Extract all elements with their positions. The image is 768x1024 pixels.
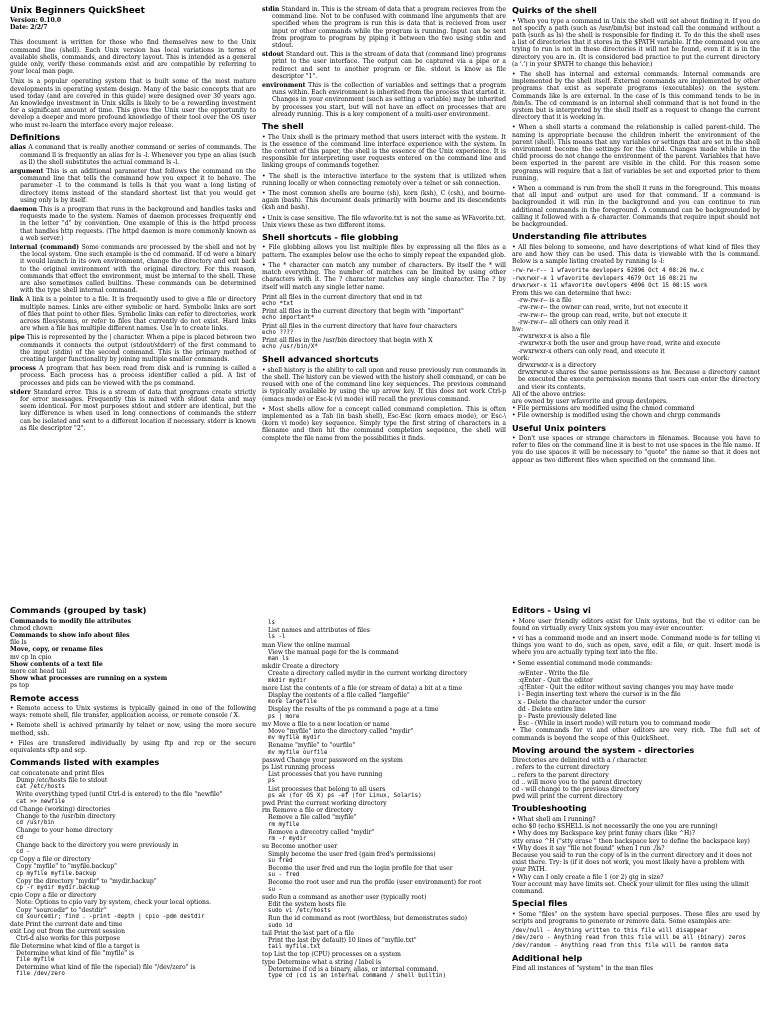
- command-example-code: cat >> newfile: [16, 798, 65, 805]
- command-example-description: Edit the system hosts file: [268, 900, 346, 908]
- remote-heading: Remote access: [10, 692, 79, 703]
- advanced-heading: Shell advanced shortcuts: [262, 354, 379, 365]
- moving-item: pwd will print the current directory: [512, 793, 623, 801]
- command-entry: cat concatenate and print files: [10, 769, 105, 777]
- quirks-paragraph: • The shell has internal and external commands. Internal commands are implemented by the shell itself. External commands are implemented by other programs that exist as seperate programs (executables) on the system. Commands like ls are external. In the case of ls this command tends to be in /bin/ls. The cd command is an internal shell command that is not found in the system but is interpreted by the shell itself as a request to change the current directory that it is working in.: [512, 70, 760, 122]
- advanced-section: [262, 367, 506, 442]
- remote-paragraph: • Remote access to Unix systems is typically gained in one of the following ways: remote shell, file transfer, application access, or remote console / X.: [10, 705, 256, 720]
- command-entry: su Become another user: [262, 843, 338, 851]
- glob-example-code: echo important*: [262, 315, 315, 322]
- remote-paragraph: • Files are transfered individually by using ftp and rcp or the secure equivalents sftp and scp.: [10, 739, 256, 755]
- command-group-label: Show what processes are running on a system: [10, 675, 168, 683]
- command-example-description: List processes that you have running: [268, 771, 383, 779]
- vi-command: i - Begin inserting text where the cursor is in the file: [518, 691, 681, 699]
- command-entry: mkdir Create a directory: [262, 663, 339, 671]
- command-entry: cpio Copy a file or directory: [10, 892, 97, 900]
- command-example-description: Change to your home directory: [16, 827, 113, 835]
- definitions-list: [262, 6, 506, 118]
- vi-command: x - Delete the character under the cursor: [518, 698, 646, 706]
- permission-line: -rwxrwxr-x is also a file: [518, 333, 591, 341]
- globbing-section: [262, 244, 506, 351]
- special-file-item: /dev/null - Anything written to this file will disappear: [512, 928, 708, 935]
- command-examples: [10, 770, 256, 979]
- vi-command-list: [512, 670, 760, 728]
- file-work-label: work:: [512, 354, 530, 362]
- command-examples: [262, 620, 506, 980]
- command-example-description: Determine what kind of file the (special) file "/dev/zero" is: [16, 964, 196, 972]
- quirks-heading: Quirks of the shell: [512, 6, 597, 15]
- troubleshooting-item: • Why does it say "file not found" when I run ./ls?: [512, 844, 665, 852]
- glob-example-description: Print all files in the /usr/bin directory that begin with X: [262, 336, 433, 344]
- command-example-code: cat /etc/hosts: [16, 784, 65, 791]
- definition-text: Some commands are processed by the shell and not by the local system. One such example is the cd command. If cd were a binary it would launch in its own environment, change the directory and exit back to the original environment with the original directory. For this reason, commands that effect the environment, must be internal to the shell. These are also sometimes called builtins. These commands can be determined with the type shell internal command.: [20, 243, 256, 295]
- globbing-heading: Shell shortcuts - file globbing: [262, 231, 399, 242]
- command-group-items: mv cp ln cpio: [10, 653, 52, 661]
- command-group-items: more cat head tail: [10, 667, 67, 675]
- troubleshooting-item: Because you said to run the copy of ls in the current directory and it does not exist there. Try: ls (if it does not work, you most likely have a problem with your PATH.: [512, 851, 755, 874]
- shell-paragraph: • Unix is case sensitive. The file wfavorite.txt is not the same as WFavorite.txt. Unix views these as two different items.: [262, 214, 506, 229]
- quirks-paragraph: • When a command is run from the shell it runs in the foreground. This means that all input and output are used for that command. If a command is backgrounded it will run in the background and you can continue to run additional commands in the foreground. A command can be backgrounded by calling it followed with a & character. Commands that require input should not be backgrounded.: [512, 184, 760, 228]
- glob-example-description: Print all files in the current directory that end in txt: [262, 293, 423, 301]
- vi-command: :qEnter - Quit the editor: [518, 676, 593, 684]
- editors-paragraph: • vi has a command mode and an insert mode. Command mode is for telling vi things you want to do, such as open, save, edit a file, or quit. Insert mode is where you are actually typing text into the file.: [512, 634, 760, 657]
- commands-grouped-heading: Commands (grouped by task): [10, 606, 147, 615]
- command-group-label: Move, copy, or rename files: [10, 646, 104, 654]
- vi-command: p - Paste previously deleted line: [518, 712, 617, 720]
- command-example-description: Move "myfile" into the directory called "mydir": [268, 728, 414, 736]
- special-files-intro: • Some "files" on the system have special purposes. These files are used by scripts and programs to generate or remove data. Some examples are:: [512, 910, 760, 925]
- command-entry: ps List running process: [262, 764, 335, 772]
- file-listing-line: -rwxrwxr-x 1 wfavorite devlopers 4679 Oct 16 08:21 hw: [512, 275, 697, 282]
- quirks-paragraph: • When you type a command in Unix the shell will set about finding it. If you do not specify a path (such as /usr/bin/ls) but instead call the command without a path (such as ls) the shell is responsible for finding it. To do this the shell uses a list of directories that it stores in the $PATH variable. If the command you are trying to run is not in these directories it will not be found, even if it is in the directory you are in. (It is considered bad practice to put the current directory (a '.') in your $PATH to change this behavior.): [512, 17, 760, 68]
- definition-term: link: [10, 296, 24, 304]
- definition-term: stderr: [10, 388, 31, 396]
- attribute-note: • File ownership is modified using the chown and chrgp commands: [512, 412, 721, 420]
- file-hw-label: hw:: [512, 325, 524, 333]
- definition-text: This is an additional parameter that follows the command on the command line that tells the command how you expect it to behave. The parameter -1 to the command ls tells ls that you want a long listing of directory items instead of the standard shortest list that you would get using only ls by itself.: [20, 167, 256, 204]
- definition-text: Standard error. This is a stream of data that programs create strictly for error messages. Frequently this is mixed with stdout data and may seem identical. For most purposes stdout and stderr are identical, but the key difference is when used in long connections of commands the stderr can be isolated and sent to a different location if necessary. stderr is known as file descriptor "2".: [20, 388, 256, 432]
- definition-text: Standard in. This is the stream of data that a program recieves from the command line. Not to be confused with command line arguments that are specified when the program is run this is data that is recieved from user input or other commands while the program is running. Input can be sent from program to program by piping it between the two using stdin and stdout.: [272, 6, 506, 50]
- definition-text: A link is a pointer to a file. It is frequently used to give a file or directory multiple names. Links are either symbolic or hard. Symbolic links are sort of files that point to other files. Symbolic links can refer to directories, work across filesystems, or refer to files that currently do not exist. Hard links are when a file has multiple different names. Use ln to create links.: [20, 296, 256, 333]
- troubleshooting-item: • What shell am I running?: [512, 815, 596, 823]
- vi-command: :q!Enter - Quit the editor without saving changes you may have made: [518, 684, 734, 692]
- definitions-list: [10, 144, 256, 432]
- glob-example-code: echo *txt: [262, 300, 294, 307]
- troubleshooting-item: • Why can I only create a file 1 (or 2) gig in size?: [512, 873, 664, 881]
- column-1: [10, 6, 256, 606]
- file-work-list: [512, 362, 760, 391]
- advanced-paragraph: • Most shells allow for a concept called command completion. This is often implemented as a Tab (in bash shell), Esc-Esc (korn emacs mode), or Esc-\ (korn vi mode) key sequence. Simply type the first string of characters in a filename and then hit the command completion sequence, the shell will complete the file name from the possibilities it finds.: [262, 405, 506, 442]
- column-4: [10, 606, 256, 1024]
- command-group-items: chmod chown: [10, 624, 53, 632]
- file-listing-line: drwxrwxr-x 11 wfavorite devlopers 4096 Oct 15 08:15 work: [512, 282, 708, 289]
- command-group-label: Commands to show info about files: [10, 631, 130, 639]
- definition-text: This is represented by the | character. When a pipe is placed between two commands it connects the output (stdout/stderr) of the first command to the input (stdin) of the second command. This is the primary method of creating larger functionality by joining multiple smaller commands.: [20, 334, 256, 364]
- file-above-list: [512, 398, 760, 420]
- command-entry: file Determine what kind of file a target is: [10, 942, 140, 950]
- definition-item: [10, 206, 256, 242]
- command-example-code: ls -l: [268, 634, 286, 641]
- troubleshooting-section: [512, 816, 760, 895]
- command-entry: cd Change (working) directories: [10, 805, 111, 813]
- special-file-item: /dev/zero - Anything read from this file will be all (binary) zeros: [512, 935, 746, 942]
- command-example-code: sudo id: [268, 922, 293, 929]
- file-hwc-label: From this we can determine that hw.c:: [512, 289, 632, 297]
- troubleshooting-item: • Why does my Backspace key print funny chars (like ^H)?: [512, 830, 696, 838]
- attribute-note: are owned by user wfavorite and group devlopers.: [512, 397, 668, 405]
- command-entry: passwd Change your password on the system: [262, 756, 403, 764]
- command-example-description: Dump /etc/hosts file to stdout: [16, 776, 108, 784]
- definition-item: [10, 244, 256, 294]
- definition-term: process: [10, 365, 36, 373]
- command-entry: type Determine what a string / label is: [262, 958, 381, 966]
- command-example-code: cp -r mydir mydir.backup: [16, 885, 100, 891]
- definition-item: [262, 51, 506, 80]
- command-example-code: mv myfile mydir: [268, 735, 321, 742]
- command-example-description: Remove a file called "myfile": [268, 814, 357, 822]
- definition-term: argument: [10, 167, 44, 175]
- command-example-code: cp myfile myfile.backup: [16, 870, 97, 877]
- version-line: Version: 0.10.0: [10, 17, 62, 24]
- permission-line: drwxrwxr-x shares the same permisssions as hw. Because a directory cannot be executed the execute permission means that users can enter the directory and view its contents.: [518, 369, 760, 391]
- troubleshooting-item: Your account may have limits set. Check your ulimit for files using the ulimit command.: [512, 880, 751, 895]
- command-entry: date Print the current date and time: [10, 921, 123, 929]
- intro-paragraph: Unix is a popular operating system that is built some of the most mature developments in operating system design. Many of the basic concepts that are used today (and are covered in this guide) were designed over 30 years ago. An knowledge investment in Unix skills is likely to be a rewarding investment for a significant amount of time. This gives the Unix user the opportunity to develop a deeper and more profound knowledge of their tool over the OS user who must re-learn the interface every major release.: [10, 78, 256, 129]
- vi-command: dd - Delete entire line: [518, 705, 586, 713]
- command-example-code: tail myfile.txt: [268, 944, 321, 951]
- shell-paragraph: • The shell is the interactive interface to the system that is utilized when running locally or when connecting remotely over a telnet or ssh connection.: [262, 172, 506, 187]
- permission-line: -rwxrwxr-x others can only read, and execute it: [518, 347, 665, 355]
- command-entry: man View the online manual: [262, 641, 350, 649]
- command-entry: cp Copy a file or directory: [10, 856, 91, 864]
- definition-text: A command that is really another command or series of commands. The command ll is frequently an alias for ls -l. Whenever you type an alias (such as ll) the shell substitutes the actual command ls -l.: [20, 144, 256, 166]
- definition-term: alias: [10, 144, 26, 152]
- definition-term: pipe: [10, 334, 25, 342]
- command-example-code: ps | more: [268, 713, 300, 720]
- permission-line: -rwxrwxr-x both the user and group have read, write and execute: [518, 340, 721, 348]
- moving-intro: Directories are delimited with a / character.: [512, 757, 648, 765]
- file-attributes-heading: Understanding file attributes: [512, 231, 647, 242]
- editors-end: • The commands for vi and other editors are very rich. The full set of commands is beyond the scope of this QuickSheet.: [512, 727, 760, 742]
- useful-paragraph: • Don't use spaces or strange characters in filenames. Because you have to refer to files on the command line it is best to not use spaces in the file name. If you do use spaces it will be necessary to "quote" the name so that it does not appear as two different files when specified on the command line.: [512, 435, 760, 464]
- command-example-description: Copy "sourcedir" to "destdir": [16, 906, 107, 914]
- command-example-code: cd sourcedir; find . -print -depth | cpio -pdm destdir: [16, 913, 205, 920]
- command-example-code: more largefile: [268, 699, 317, 706]
- troubleshooting-heading: Troubleshooting: [512, 803, 587, 814]
- file-listing: [512, 268, 760, 290]
- command-example-description: List names and attributes of files: [268, 627, 370, 635]
- globbing-paragraph: • File globbing allows you list multiple files by expressing all the files as a pattern. The examples below use the echo to simply repeat the expanded glob.: [262, 244, 506, 259]
- glob-example-code: echo ????: [262, 329, 294, 336]
- special-files-list: [512, 928, 760, 950]
- special-files-heading: Special files: [512, 898, 568, 909]
- command-example-description: Copy "myfile" to "myfile.backup": [16, 863, 117, 871]
- command-example-code: file /dev/zero: [16, 971, 65, 978]
- command-example-description: Become the root user and run the profile (user environment) for root: [268, 879, 482, 887]
- attribute-note: • File permissions are modified using the chmod command: [512, 405, 695, 413]
- command-entry: sudo Run a command as another user (typically root): [262, 893, 427, 901]
- command-example-description: Print the last (by default) 10 lines of "myfile.txt": [268, 936, 417, 944]
- troubleshooting-item: echo $0 (echo $SHELL is not necessarily the one you are running): [512, 823, 718, 831]
- definition-text: This is a program that runs in the background and handles tasks and requests made to the system. Names of daemon processes frequently end in the letter "d" by convention. One example of this is the httpd process that handles http requests. (The httpd daemon is more commonly known as a web server.): [20, 205, 256, 242]
- command-example-description: Ctrl-d also works for this purpose: [16, 935, 120, 943]
- intro-paragraph: This document is written for those who find themselves new to the Unix command line (shell). Each Unix version has local variations in terms of available shells, commands, and directory layout. This is intended as a general guide only, verify these commands exist and are compatible by referring to your local man page.: [10, 39, 256, 76]
- moving-item: .. refers to the parent directory: [512, 771, 609, 779]
- remote-paragraph: • Remote shell is achived primarily by telnet or now, using the more secure method, ssh.: [10, 722, 256, 737]
- quirks-section: [512, 18, 760, 229]
- glob-example-description: Print all files in the current directory that begin with "important": [262, 308, 464, 316]
- command-example-code: cd -: [16, 848, 30, 855]
- command-example-description: Write everything typed (until Ctrl-d is entered) to the file "newfile": [16, 791, 223, 799]
- column-2: [262, 6, 506, 606]
- command-example-description: Note: Options to cpio vary by system, check your local options.: [16, 899, 212, 907]
- command-groups: [10, 618, 256, 690]
- date-line: Date: 2/2/7: [10, 24, 48, 32]
- definition-term: stdout: [262, 51, 284, 59]
- column-5: [262, 606, 506, 1024]
- command-example-code: rm myfile: [268, 821, 300, 828]
- definition-text: This is the collection of variables and settings that a program runs within. Each environment is inherited from the process that started it. Changes in your environment (such as setting a variable) may be inherited by processes you start, but will not have an effect on processes that are already running. This is a key component of a multi-user environment.: [272, 82, 506, 118]
- command-example-description: Change back to the directory you were previously in: [16, 841, 179, 849]
- definition-item: [10, 144, 256, 166]
- command-example-code: mkdir mydir: [268, 677, 307, 684]
- command-example-description: Simply become the user fred (gain fred's permissions): [268, 850, 436, 858]
- command-entry: top List the top (CPU) processes on a system: [262, 951, 401, 959]
- special-file-item: /dev/random - Anything read from this file will be random data: [512, 942, 729, 949]
- permission-line: drwxrwxr-x is a directory: [518, 361, 597, 369]
- editors-paragraph: • Some essential command mode commands:: [512, 659, 653, 667]
- definition-item: [10, 334, 256, 363]
- command-example-code: cd: [16, 834, 23, 841]
- command-group-label: Commands to modify file attributes: [10, 617, 132, 625]
- permission-line: -rw-rw-r-- all others can only read it: [518, 318, 629, 326]
- command-example-description: Become the user fred and run the login profile for that user: [268, 864, 453, 872]
- column-6: [512, 606, 760, 1024]
- file-listing-line: -rw-rw-r-- 1 wfavorite devlopers 62896 Oct 4 08:26 hw.c: [512, 268, 704, 275]
- command-example-description: Remove a direcotry called "mydir": [268, 828, 375, 836]
- command-example-code: man ls: [268, 656, 289, 663]
- definition-term: environment: [262, 82, 306, 90]
- command-entry: pwd Print the current working directory: [262, 800, 387, 808]
- definition-text: A program that has been read from disk and is running is called a process. Each process has a process identifier called a pid. A list of processes and pids can be viewed with the ps command.: [20, 365, 256, 387]
- moving-list: [512, 764, 760, 800]
- command-entry: rm Remove a file or directory: [262, 807, 354, 815]
- command-example-code: cd /usr/bin: [16, 820, 55, 827]
- file-hw-list: [512, 333, 760, 355]
- shell-section: [262, 134, 506, 229]
- definition-item: [10, 365, 256, 387]
- command-example-description: List processes that belong to all users: [268, 785, 386, 793]
- additional-help-text: Find all instances of "system" in the man files: [512, 965, 654, 973]
- permission-line: -rw-rw-r-- the group can read, write, but not execute it: [518, 311, 687, 319]
- globbing-paragraph: • The * character can match any number of characters. By itself the * will match everything. The number of matches can be limited by using other characters with it. The ? character matches any single character. The ? by itself will match any single letter name.: [262, 261, 506, 291]
- remote-section: [10, 705, 256, 754]
- shell-heading: The shell: [262, 121, 304, 132]
- vi-command: Esc - (While in insert mode) will return you to command mode: [518, 720, 711, 728]
- additional-help-heading: Additional help: [512, 952, 583, 963]
- command-entry: mv Move a file to a new location or name: [262, 720, 390, 728]
- moving-item: cd - will change to the previous directory: [512, 786, 640, 794]
- editors-heading: Editors - Using vi: [512, 606, 591, 615]
- command-example-description: Create a directory called mydir in the current working directory: [268, 670, 468, 678]
- command-example-code: ls: [268, 620, 275, 626]
- definition-item: [10, 168, 256, 204]
- file-above-label: All of the above entries:: [512, 390, 586, 398]
- vi-command: :wEnter - Write the file: [518, 669, 589, 677]
- file-hwc-list: [512, 297, 760, 326]
- command-example-code: sudo vi /etc/hosts: [268, 908, 331, 915]
- command-example-code: su -: [268, 886, 282, 893]
- definition-item: [262, 6, 506, 49]
- moving-heading: Moving around the system - directories: [512, 744, 695, 755]
- permission-line: -rw-rw-r-- the owner can read, write, but not execute it: [518, 304, 688, 312]
- permission-line: -rw-rw-r-- is a file: [518, 297, 572, 305]
- definition-term: internal (command): [10, 243, 80, 251]
- page-title: Unix Beginners QuickSheet: [10, 6, 145, 16]
- command-group-items: ps top: [10, 682, 29, 690]
- definition-term: stdin: [262, 6, 280, 13]
- definition-term: daemon: [10, 205, 38, 213]
- glob-example-code: echo /usr/bin/X*: [262, 344, 318, 351]
- command-example-code: mv myfile ourfile: [268, 749, 328, 756]
- moving-item: cd .. will move you to the parent directory: [512, 778, 643, 786]
- command-entry: exit Log out from the current session: [10, 928, 125, 936]
- command-example-code: ps ax (for OS X) ps -ef (for Linux, Solaris): [268, 792, 422, 799]
- advanced-paragraph: • shell history is the ability to call upon and reuse previously run commands in the shell. The history can be viewed with the history shell command, or can be reused with one of the command line key sequences. The previous command is typically available by using the up arrow key. If this does not work Ctrl-p (emacs mode) or Esc-k (vi mode) will recall the previous command.: [262, 366, 506, 403]
- shell-paragraph: • The Unix shell is the primary method that users interact with the system. It is the essence of the command line interface experience with the system. In the context of this paper, the shell is the essence of the Unix experience. It is responsible for interpreting user requests entered on the command line and linking groups of commands together.: [262, 133, 506, 170]
- command-entry: more List the contents of a file (or stream of data) a bit at a time: [262, 684, 463, 692]
- definition-text: Standard out. This is the stream of data that (command line) programs print to the user interface. The output can be captured via a pipe or a redirect and sent to another program or file. stdout is know as file descriptor "1".: [272, 51, 506, 80]
- command-example-description: View the manual page for the ls command: [268, 648, 399, 656]
- useful-heading: Useful Unix pointers: [512, 422, 607, 433]
- command-example-description: Change to the /usr/bin directory: [16, 812, 116, 820]
- command-entry: tail Print the last part of a file: [262, 929, 355, 937]
- definition-item: [10, 389, 256, 432]
- editors-paragraph: • More user friendly editors exist for Unix systems, but the vi editor can be found on virtually every Unix system you may ever encounter.: [512, 617, 760, 632]
- command-example-code: su - fred: [268, 872, 300, 879]
- column-3: [512, 6, 760, 606]
- command-example-code: rm -r mydir: [268, 836, 307, 843]
- command-example-description: Determine if cd is a binary, alias, or internal command.: [268, 965, 439, 973]
- file-attributes-intro: • All files belong to someone, and have descriptions of what kind of files they are and how they can be used. This data is viewable with the ls command. Below is a sample listing created by running ls -l:: [512, 243, 760, 266]
- command-example-code: file myfile: [16, 957, 55, 964]
- command-example-code: ps: [268, 778, 275, 785]
- troubleshooting-item: stty erase ^H ("stty erase " then backspace key to define the backspace key): [512, 837, 750, 845]
- command-example-description: Copy the directory "mydir" to "mydir.backup": [16, 877, 157, 885]
- command-example-description: Rename "myfile" to "ourfile": [268, 742, 356, 750]
- command-example-code: su fred: [268, 857, 293, 864]
- command-example-description: Run the id command as root (worthless, but demonstrates sudo): [268, 915, 468, 923]
- command-example-description: Determine what kind of file "myfile" is: [16, 949, 135, 957]
- quirks-paragraph: • When a shell starts a command the relationship is called parent-child. The naming is appropriate because the children inherit the environment of the parent (shell). This means that any variables or settings that are set in the shell environment become the settings for the child. Changes made while in the child process do not change the environment of the parent. Variables that have been exported in the parent are visible in the child. For this reason some programs will require that a list of variables be set and exported prior to them running.: [512, 124, 760, 182]
- definition-item: [262, 82, 506, 118]
- glob-example-description: Print all files in the current directory that have four characters: [262, 322, 458, 330]
- moving-item: . refers to the current directory: [512, 764, 610, 772]
- definition-item: [10, 296, 256, 332]
- command-example-code: type cd (cd is an internal command / shell builtin): [268, 972, 446, 979]
- editors-section: [512, 618, 760, 667]
- command-group-items: file ls: [10, 639, 27, 647]
- definitions-heading: Definitions: [10, 131, 61, 142]
- shell-paragraph: • The most common shells are bourne (sh), korn (ksh), C (csh), and bourne-again (bash). This document deals primarily with bourne and its descendents (ksh and bash).: [262, 189, 506, 212]
- command-example-description: Display the contents of a file called "largefile": [268, 692, 410, 700]
- command-group-label: Show contents of a text file: [10, 660, 103, 668]
- command-example-description: Display the results of the ps command a page at a time: [268, 706, 439, 714]
- commands-listed-heading: Commands listed with examples: [10, 757, 160, 768]
